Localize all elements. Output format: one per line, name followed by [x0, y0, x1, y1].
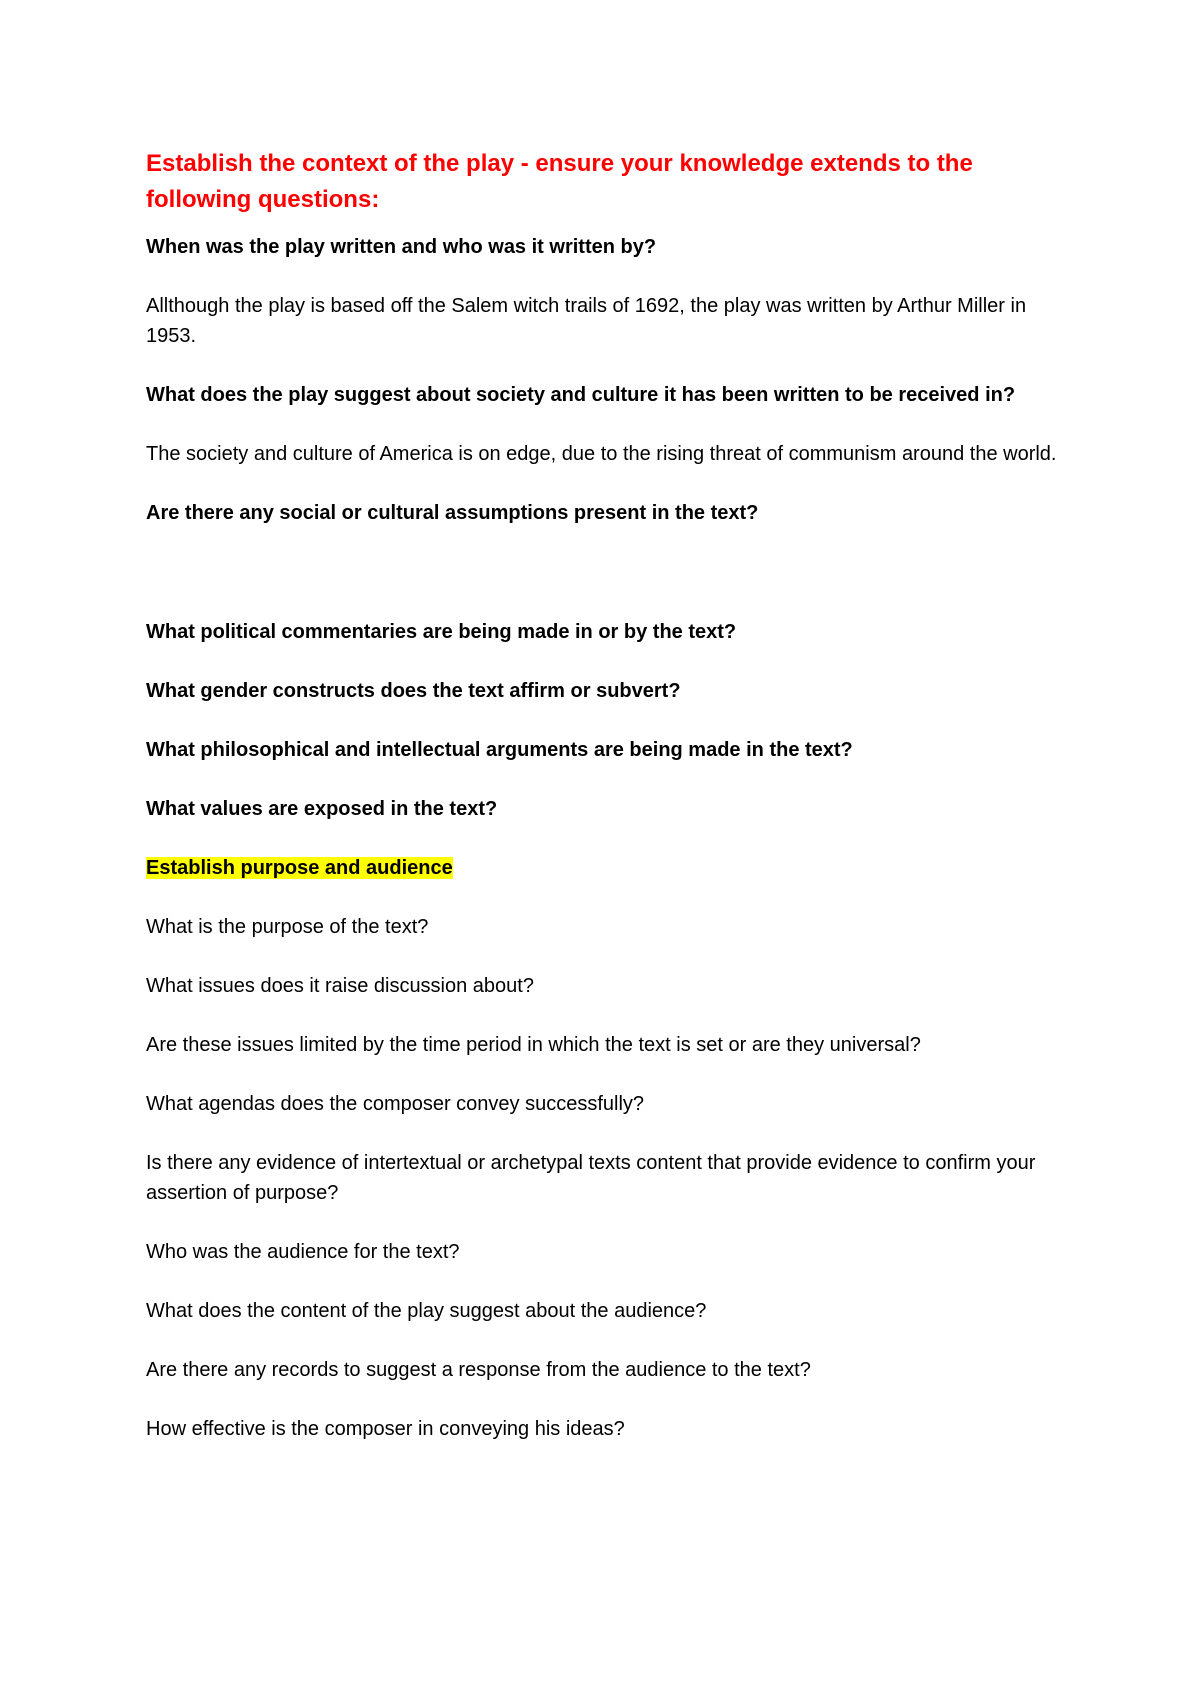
question-issues: What issues does it raise discussion about?: [146, 975, 534, 997]
question-effectiveness: How effective is the composer in conveying his ideas?: [146, 1418, 625, 1440]
highlighted-heading-text: Establish purpose and audience: [146, 857, 453, 879]
answer-when-written: Allthough the play is based off the Salem witch trails of 1692, the play was written by Arthur Miller in 1953.: [146, 295, 1027, 347]
question-records-response: Are there any records to suggest a response from the audience to the text?: [146, 1359, 811, 1381]
question-political: What political commentaries are being made in or by the text?: [146, 621, 737, 643]
question-issues-limited: Are these issues limited by the time period in which the text is set or are they universal?: [146, 1034, 921, 1056]
question-gender: What gender constructs does the text affirm or subvert?: [146, 680, 681, 702]
question-agendas: What agendas does the composer convey successfully?: [146, 1093, 645, 1115]
blank-space: [146, 557, 1066, 617]
question-purpose: What is the purpose of the text?: [146, 916, 429, 938]
question-values: What values are exposed in the text?: [146, 798, 498, 820]
question-when-written: When was the play written and who was it written by?: [146, 236, 657, 258]
question-intertextual: Is there any evidence of intertextual or archetypal texts content that provide evidence to confirm your assertion of purpose?: [146, 1152, 1036, 1204]
question-assumptions: Are there any social or cultural assumptions present in the text?: [146, 502, 759, 524]
section-heading-purpose: [146, 853, 1066, 883]
question-audience: Who was the audience for the text?: [146, 1241, 460, 1263]
section-heading-context: Establish the context of the play - ensure your knowledge extends to the following questions:: [146, 150, 973, 213]
question-philosophical: What philosophical and intellectual arguments are being made in the text?: [146, 739, 853, 761]
question-content-audience: What does the content of the play suggest about the audience?: [146, 1300, 707, 1322]
answer-society-culture: The society and culture of America is on edge, due to the rising threat of communism around the world.: [146, 443, 1057, 465]
question-society-culture: What does the play suggest about society and culture it has been written to be received in?: [146, 384, 1016, 406]
document-body: [146, 146, 1066, 1473]
